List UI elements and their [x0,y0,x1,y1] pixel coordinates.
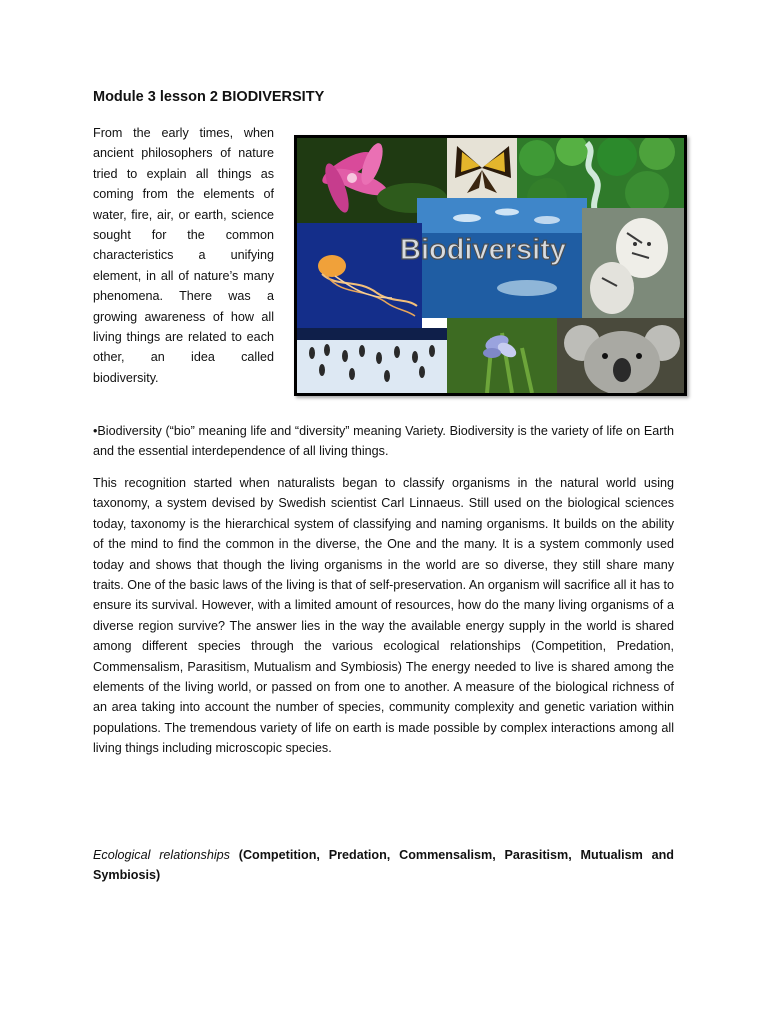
definition-paragraph: •Biodiversity (“bio” meaning life and “diversity” meaning Variety. Biodiversity is the variety of life on Earth and the essential interdependence of all living things. [93,424,674,459]
eco-heading-bold: (Competition, Predation, Commensalism, Parasitism, Mutualism and Symbiosis) [93,848,674,883]
collage-title-text: Biodiversity [400,234,566,266]
biodiversity-collage-image [294,135,687,396]
page-title: Module 3 lesson 2 BIODIVERSITY [93,89,325,105]
intro-paragraph: From the early times, when ancient philosophers of nature tried to explain all things as coming from the elements of water, fire, air, or earth, science sought for the common characteristics a unifying element, in all of nature’s many phenomena. There was a growing awareness of how all living things are related to each other, an idea called biodiversity. [93,126,274,385]
main-paragraph: This recognition started when naturalists began to classify organisms in the natural world using taxonomy, a system devised by Swedish scientist Carl Linnaeus. Still used on the biological sciences today, taxonomy is the hierarchical system of classifying and naming organisms. It builds on the ability of the mind to find the common in the diverse, the One and the many. It is a system commonly used today and shows that though the living organisms in the world are so diverse, they still share many traits. One of the basic laws of the living is that of self-preservation. An organism will sacrifice all it has to ensure its survival. However, with a limited amount of resources, how do the many living organisms of a diverse region survive? The answer lies in the way the available energy supply in the world is shared among different species through the various ecological relationships (Competition, Predation, Commensalism, Parasitism, Mutualism and Symbiosis) The energy needed to live is shared among the elements of the living world, or passed on from one to another. A measure of the biological richness of an area taking into account the number of species, community complexity and genetic variation within populations. The tremendous variety of life on earth is made possible by complex interactions among all living things including microscopic species. [93,476,674,756]
eco-heading-italic: Ecological relationships [93,848,230,862]
iris-tile [447,318,557,393]
ecological-relationships-heading [93,845,674,886]
collage-svg [297,138,684,393]
